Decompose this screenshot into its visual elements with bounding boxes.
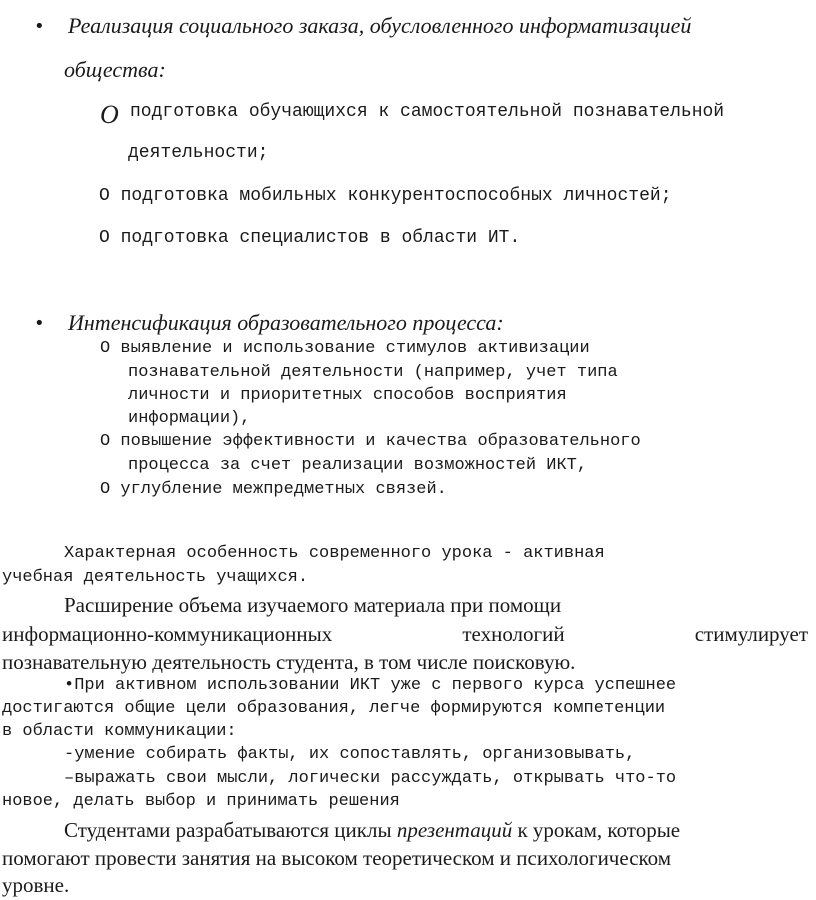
para4-line1 xyxy=(64,818,680,843)
section1-heading-line2: общества: xyxy=(64,57,166,82)
para2-line1: Расширение объема изучаемого материала при помощи xyxy=(64,593,562,617)
para3-line3: в области коммуникации: xyxy=(2,722,237,741)
para3-line6: новое, делать выбор и принимать решения xyxy=(2,792,400,811)
section1-item3: O подготовка специалистов в области ИТ. xyxy=(99,228,521,248)
section1-heading-line1: Реализация социального заказа, обусловленного информатизацией xyxy=(68,13,692,38)
para4-line2: помогают провести занятия на высоком теоретическом и психологическом xyxy=(2,846,672,870)
para3-line1: •При активном использовании ИКТ уже с первого курса успешнее xyxy=(64,676,677,695)
para4-text: Студентами разрабатываются циклы xyxy=(64,818,397,842)
para1-line2: учебная деятельность учащихся. xyxy=(2,568,309,587)
section2-item1-line3: личности и приоритетных способов восприятия xyxy=(128,386,567,405)
section2-item1-line2: познавательной деятельности (например, учет типа xyxy=(128,363,618,382)
para2-word: стимулирует xyxy=(694,622,808,646)
section2-item2-line2: процесса за счет реализации возможностей ИКТ, xyxy=(128,456,588,475)
para2-word: технологий xyxy=(462,622,565,646)
para2-word: информационно-коммуникационных xyxy=(2,622,333,646)
para2-line3: познавательную деятельность студента, в том числе поисковую. xyxy=(2,650,576,674)
section2-item1-line4: информации), xyxy=(128,409,251,428)
para3-line5: –выражать свои мысли, логически рассуждать, открывать что-то xyxy=(64,769,677,788)
para1-line1: Характерная особенность современного урока - активная xyxy=(64,544,605,563)
section1-item1-line2: деятельности; xyxy=(128,143,269,163)
section1-item2: O подготовка мобильных конкурентоспособных личностей; xyxy=(99,186,672,206)
section1-item1-line1: подготовка обучающихся к самостоятельной познавательной xyxy=(130,102,725,122)
bullet: • xyxy=(34,313,45,334)
para3-line2: достигаются общие цели образования, легче формируются компетенции xyxy=(2,699,666,718)
section2-item1-line1: O выявление и использование стимулов активизации xyxy=(100,339,590,358)
para4-line3: уровне. xyxy=(2,873,70,897)
para4-text: к урокам, которые xyxy=(512,818,681,842)
para3-line4: -умение собирать факты, их сопоставлять, организовывать, xyxy=(64,745,636,764)
list-marker: O xyxy=(100,100,119,129)
para2-line2 xyxy=(2,622,808,647)
section2-heading: Интенсификация образовательного процесса: xyxy=(68,310,504,335)
para4-italic: презентаций xyxy=(396,818,513,842)
section2-item3: O углубление межпредметных связей. xyxy=(100,480,447,499)
section2-item2-line1: O повышение эффективности и качества образовательного xyxy=(100,432,641,451)
bullet: • xyxy=(34,16,45,37)
